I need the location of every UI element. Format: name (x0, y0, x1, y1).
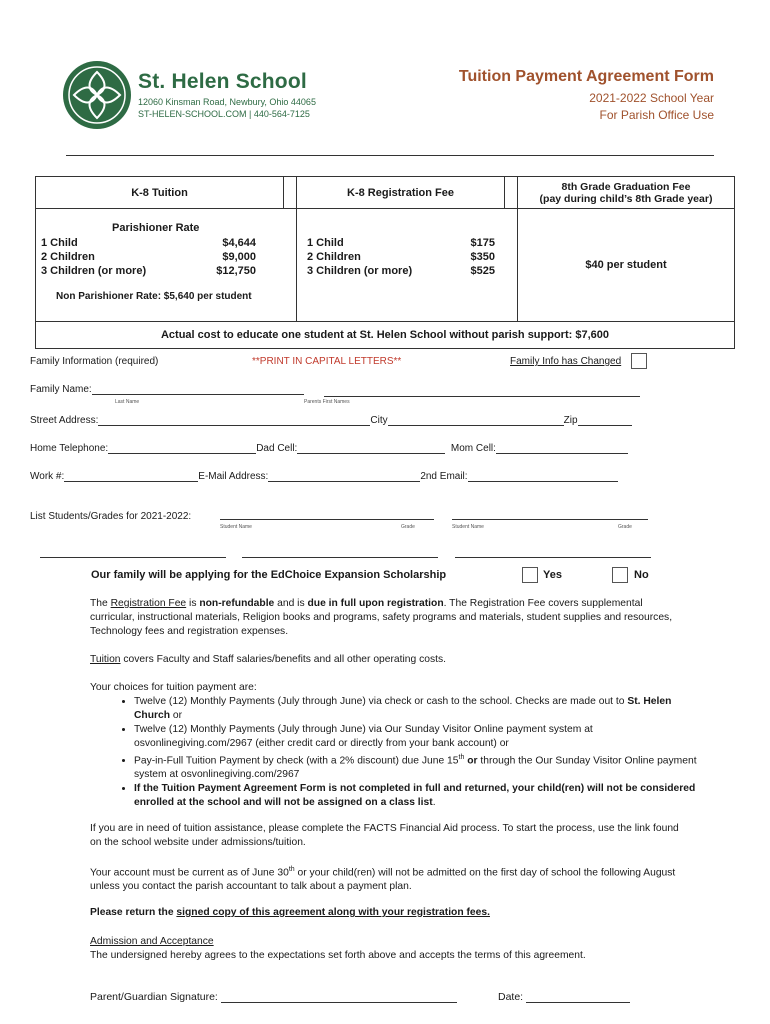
school-year: 2021-2022 School Year (589, 91, 714, 105)
edchoice-no-checkbox[interactable] (612, 567, 628, 583)
last-name-field[interactable] (92, 384, 304, 395)
tuition-row-amount: $12,750 (216, 265, 256, 277)
payment-choice: • Pay-in-Full Tuition Payment by check (with a 2% discount) due June 15th or through the Our Sunday Visitor Online payment system at osvonlinegiving.com/2967 (134, 751, 700, 782)
registration-row-label: 1 Child (307, 237, 344, 249)
student-field[interactable] (452, 509, 648, 520)
registration-labels (307, 236, 412, 278)
info-changed-label: Family Info has Changed (510, 356, 622, 367)
edchoice-question: Our family will be applying for the EdChoice Expansion Scholarship (91, 569, 447, 581)
family-info-label: Family Information (required) (30, 356, 159, 367)
actual-cost: Actual cost to educate one student at St. Helen School without parish support: $7,600 (36, 322, 735, 349)
payment-choice: • If the Tuition Payment Agreement Form is not completed in full and returned, your child(ren) will not be considered enrolled at the school and will not be assigned on a class list. (134, 782, 700, 810)
address-line: Street Address: City Zip (30, 415, 632, 426)
info-changed-checkbox[interactable] (631, 353, 647, 369)
registration-row-amount: $525 (470, 265, 495, 277)
city-field[interactable] (388, 415, 564, 426)
registration-fee-paragraph: The Registration Fee is non-refundable and is due in full upon registration. The Registration Fee covers supplemental curricular, instructional materials, Religion books and programs, safety programs and materials, student supplies and resources, Technology fees and registration expenses. (90, 598, 673, 637)
tuition-header: K-8 Tuition (36, 177, 284, 209)
tuition-row-label: 1 Child (41, 237, 78, 249)
non-parishioner-rate: Non Parishioner Rate: $5,640 per student (56, 291, 252, 302)
tuition-labels (41, 236, 146, 278)
parishioner-rate: Parishioner Rate (112, 222, 200, 234)
school-logo (62, 60, 132, 130)
student-name-caption: Student Name (220, 524, 252, 530)
tuition-amounts (186, 236, 256, 278)
date-line: Date: (498, 991, 630, 1003)
mom-cell-field[interactable] (496, 443, 628, 454)
registration-cell (297, 209, 518, 322)
admission-section: Admission and Acceptance The undersigned hereby agrees to the expectations set forth above and accepts the terms of this agreement. (90, 936, 586, 961)
registration-row-amount: $350 (470, 251, 495, 263)
payment-choice: • Twelve (12) Monthly Payments (July through June) via Our Sunday Visitor Online payment system at osvonlinegiving.com/2967 (either credit card or directly from your bank account) or (134, 723, 700, 751)
registration-header: K-8 Registration Fee (297, 177, 505, 209)
school-name: St. Helen School (138, 70, 307, 93)
tuition-paragraph: Tuition covers Faculty and Staff salaries/benefits and all other operating costs. (90, 654, 447, 665)
street-address-field[interactable] (98, 415, 370, 426)
assistance-paragraph: If you are in need of tuition assistance, please complete the FACTS Financial Aid process. To start the process, use the link found on the school website under admissions/tuition. (90, 823, 679, 848)
signature-line: Parent/Guardian Signature: (90, 991, 457, 1003)
student-field[interactable] (455, 547, 651, 558)
dad-cell-field[interactable] (297, 443, 445, 454)
registration-row-label: 3 Children (or more) (307, 265, 413, 277)
office-use-label: For Parish Office Use (599, 108, 714, 122)
student-field[interactable] (220, 509, 434, 520)
grade-caption: Grade (618, 524, 632, 530)
family-name-label: Family Name: (30, 384, 304, 395)
student-field[interactable] (242, 547, 438, 558)
home-telephone-field[interactable] (108, 443, 256, 454)
school-address: 12060 Kinsman Road, Newbury, Ohio 44065 (138, 97, 316, 107)
edchoice-yes-label: Yes (543, 569, 562, 581)
work-phone-field[interactable] (64, 471, 198, 482)
tuition-cell (36, 209, 297, 322)
return-instructions: Please return the signed copy of this agreement along with your registration fees. (90, 907, 490, 918)
tuition-row-amount: $9,000 (222, 251, 256, 263)
phone-line: Home Telephone: Dad Cell: Mom Cell: (30, 443, 628, 454)
school-website: ST-HELEN-SCHOOL.COM | 440-564-7125 (138, 109, 310, 119)
account-current-paragraph: Your account must be current as of June 30th or your child(ren) will not be admitted on the first day of school the following August unless you contact the parish accountant to talk about a payment plan. (90, 866, 676, 893)
edchoice-yes-checkbox[interactable] (522, 567, 538, 583)
payment-choices: Your choices for tuition payment are: • Twelve (12) Monthly Payments (July through June) via check or cash to the school. Checks are made out to St. Helen Church or • Twelve (12) Monthly Payments (July through June) via Our Sunday Visitor Online payment system at osvonlinegiving.com/2967 (either credit card or directly from your bank account) or • Pay-in-Full Tuition Payment by check (with a 2% discount) due June 15th or through the Our Sunday Visitor Online payment system at osvonlinegiving.com/2967 • If the Tuition Payment Agreement Form is not completed in full and returned, your child(ren) will not be considered enrolled at the school and will not be assigned on a class list. (90, 681, 700, 810)
parents-first-names-field[interactable] (324, 386, 640, 397)
fee-table (35, 176, 735, 349)
registration-row-amount: $175 (470, 237, 495, 249)
tuition-row-label: 3 Children (or more) (41, 265, 147, 277)
student-field[interactable] (40, 547, 226, 558)
tuition-row-label: 2 Children (41, 251, 95, 263)
header-divider (66, 155, 714, 156)
graduation-amount: $40 per student (518, 209, 735, 322)
grade-caption: Grade (401, 524, 415, 530)
second-email-field[interactable] (468, 471, 618, 482)
registration-row-label: 2 Children (307, 251, 361, 263)
payment-choice: • Twelve (12) Monthly Payments (July through June) via check or cash to the school. Checks are made out to St. Helen Church or (134, 695, 700, 723)
list-students-label: List Students/Grades for 2021-2022: (30, 511, 192, 522)
date-field[interactable] (526, 992, 630, 1003)
student-name-caption: Student Name (452, 524, 484, 530)
parents-first-caption: Parents First Names (304, 399, 350, 405)
email-field[interactable] (268, 471, 420, 482)
edchoice-no-label: No (634, 569, 649, 581)
registration-amounts (447, 236, 495, 278)
tuition-row-amount: $4,644 (222, 237, 256, 249)
signature-field[interactable] (221, 992, 457, 1003)
graduation-header: 8th Grade Graduation Fee (pay during child’s 8th Grade year) (518, 177, 735, 209)
zip-field[interactable] (578, 415, 632, 426)
last-name-caption: Last Name (115, 399, 140, 405)
form-title: Tuition Payment Agreement Form (458, 68, 714, 85)
email-line: Work #: E-Mail Address: 2nd Email: (30, 471, 618, 482)
print-caps-note: **PRINT IN CAPITAL LETTERS** (252, 356, 402, 367)
